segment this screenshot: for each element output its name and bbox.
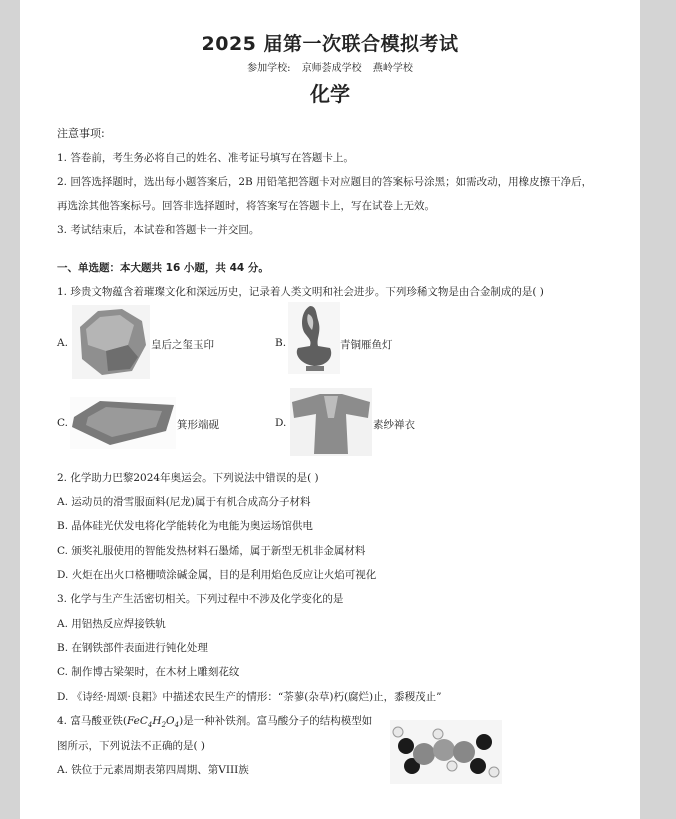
participating-label: 参加学校:	[247, 63, 291, 74]
q2-stem: 2. 化学助力巴黎2024年奥运会。下列说法中错误的是( )	[57, 472, 319, 484]
q3-option-b: B. 在钢铁部件表面进行钝化处理	[57, 642, 208, 654]
q4-stem-suffix: )是一种补铁剂。富马酸分子的结构模型如	[179, 715, 373, 727]
notice-item-1: 1. 答卷前，考生务必将自己的姓名、准考证号填写在答题卡上。	[57, 152, 354, 164]
formula-sub-3: 4	[174, 721, 180, 730]
notice-item-2: 2. 回答选择题时，选出每小题答案后，2B 用铅笔把答题卡对应题目的答案标号涂黑；如需改动，用橡皮擦干净后，	[57, 176, 593, 188]
q1-option-d-label: D.	[275, 417, 287, 429]
formula-sub-1: 4	[147, 721, 153, 730]
q4-stem-line-2: 图所示，下列说法不正确的是( )	[57, 740, 206, 752]
q2-option-b: B. 晶体硅光伏发电将化学能转化为电能为奥运场馆供电	[57, 520, 313, 532]
formula-part-h: H	[152, 715, 162, 727]
school-name-1: 京师荟成学校	[301, 63, 362, 74]
fumaric-acid-molecule-model	[390, 720, 502, 784]
jade-seal-image	[72, 305, 150, 379]
q3-option-a: A. 用铝热反应焊接铁轨	[57, 618, 166, 630]
chemical-formula	[126, 715, 180, 730]
q4-option-a: A. 铁位于元素周期表第四周期、第VIII族	[57, 764, 249, 776]
q3-stem: 3. 化学与生产生活密切相关。下列过程中不涉及化学变化的是	[57, 593, 344, 605]
notice-heading: 注意事项:	[57, 127, 105, 140]
q1-option-b-text: 青铜雁鱼灯	[340, 339, 393, 351]
q1-option-c-text: 箕形端砚	[177, 419, 219, 431]
q1-option-a-text: 皇后之玺玉印	[151, 339, 214, 351]
silk-robe-image	[290, 388, 372, 456]
q4-stem	[57, 713, 372, 729]
q2-option-c: C. 颁奖礼服使用的智能发热材料石墨烯，属于新型无机非金属材料	[57, 545, 366, 557]
formula-part-o: O	[166, 715, 175, 727]
formula-sub-2: 2	[161, 721, 167, 730]
q1-option-b-label: B.	[275, 337, 287, 349]
q2-option-a: A. 运动员的滑雪服面料(尼龙)属于有机合成高分子材料	[57, 496, 311, 508]
formula-part-fec: FeC	[126, 715, 148, 727]
exam-page	[20, 0, 640, 819]
q1-option-c-label: C.	[57, 417, 68, 429]
q1-stem: 1. 珍贵文物蕴含着璀璨文化和深远历史，记录着人类文明和社会进步。下列珍稀文物是由合金制成的是( )	[57, 286, 544, 298]
bronze-lamp-image	[288, 302, 340, 374]
q1-option-d-text: 素纱禅衣	[373, 419, 415, 431]
subject-title: 化学	[310, 82, 350, 106]
q4-stem-prefix: 4. 富马酸亚铁(	[57, 715, 127, 727]
q3-option-c: C. 制作博古梁架时，在木材上雕刻花纹	[57, 666, 240, 678]
notice-item-3: 3. 考试结束后，本试卷和答题卡一并交回。	[57, 224, 260, 236]
inkstone-image	[70, 397, 176, 449]
school-name-2: 燕岭学校	[372, 63, 413, 74]
q3-option-d: D. 《诗经·周颂·良耜》中描述农民生产的情形：“荼蓼(杂草)朽(腐烂)止，黍稷茂止”	[57, 691, 442, 703]
participating-schools	[20, 59, 640, 74]
section-heading: 一、单选题：本大题共 16 小题，共 44 分。	[57, 262, 269, 274]
exam-title: 2025 届第一次联合模拟考试	[201, 33, 459, 55]
q2-option-d: D. 火炬在出火口格栅喷涂碱金属，目的是利用焰色反应让火焰可视化	[57, 569, 377, 581]
q1-option-a-label: A.	[57, 337, 68, 349]
notice-item-2-cont: 再选涂其他答案标号。回答非选择题时，将答案写在答题卡上，写在试卷上无效。	[57, 200, 435, 212]
